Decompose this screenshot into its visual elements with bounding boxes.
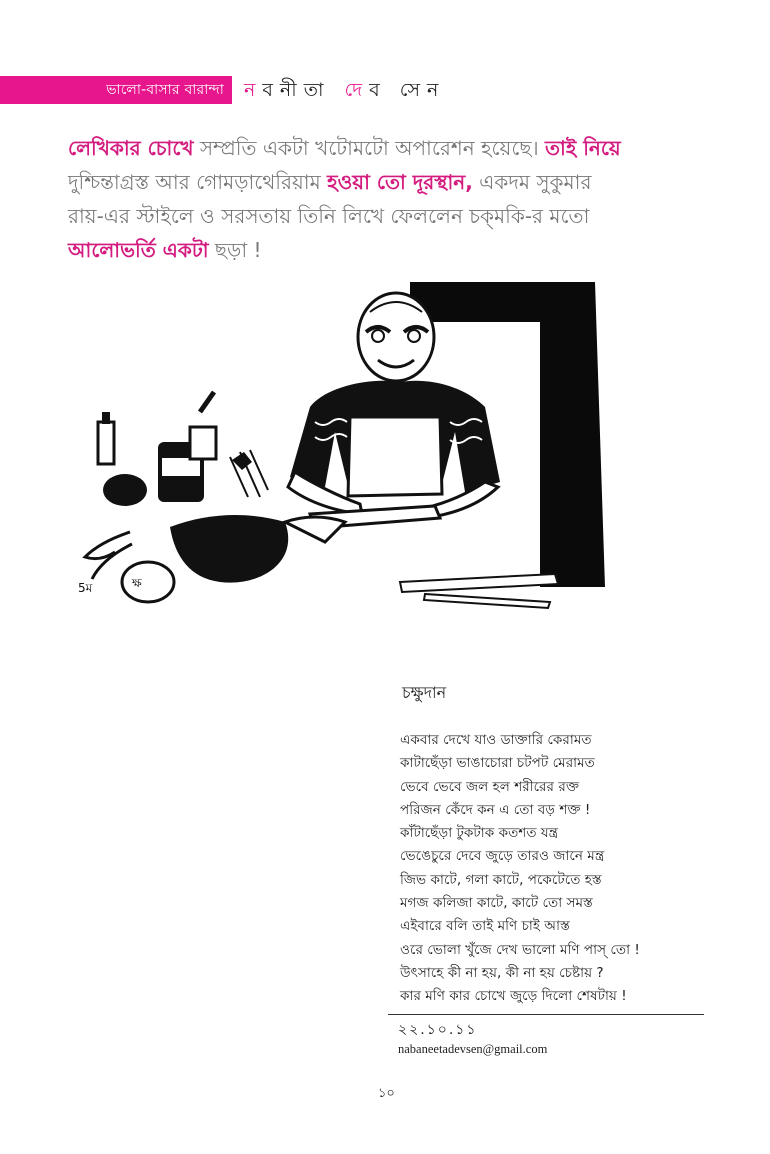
author-name xyxy=(244,76,445,108)
poem-line: একবার দেখে যাও ডাক্তারি কেরামত xyxy=(400,732,592,748)
intro-highlight-1: লেখিকার চোখে xyxy=(68,136,194,160)
poem-line: ভেবে ভেবে জল হল শরীরের রক্ত xyxy=(400,778,580,795)
poem-line: ভেঙেচুরে দেবে জুড়ে তারও জানে মন্ত্র xyxy=(400,848,605,865)
author-initial: ন xyxy=(244,79,263,101)
intro-highlight-2: তাই নিয়ে xyxy=(545,136,621,160)
poem-line: উৎসাহে কী না হয়, কী না হয় চেষ্টায় ? xyxy=(400,964,604,981)
poem-date: ২২.১০.১১ xyxy=(398,1022,478,1038)
cartoon-illustration xyxy=(70,282,630,612)
poem-line: জিভ কাটে, গলা কাটে, পকেটেতে হস্ত xyxy=(400,871,602,888)
intro-highlight-4: আলোভর্তি একটা xyxy=(68,238,209,262)
author-initial-2: দে xyxy=(344,79,370,101)
author-email: nabaneetadevsen@gmail.com xyxy=(398,1042,548,1056)
poem-line: কার মণি কার চোখে জুড়ে দিলো শেষটায় ! xyxy=(400,988,627,1005)
intro-text-4: ছড়া ! xyxy=(208,238,262,262)
artist-signature: 5ম xyxy=(78,581,93,595)
intro-text-3: একদম সুকুমার রায়-এর স্টাইলে ও সরসতায় তিনি লিখে ফেললেন চক্‌মকি-র মতো xyxy=(68,170,592,228)
section-label: ভালো-বাসার বারান্দা xyxy=(106,82,224,98)
author-name-part1: বনীতা xyxy=(262,79,331,101)
poem-line: পরিজন কেঁদে কন এ তো বড় শক্ত ! xyxy=(400,801,591,818)
poem-line: কাটাছেঁড়া ভাঙাচোরা চটপট মেরামত xyxy=(400,755,595,772)
poem-line: কাঁটাছেঁড়া টুকটাক কতশত যন্ত্র xyxy=(400,825,559,842)
poem-line: ওরে ভোলা খুঁজে দেখ ভালো মণি পাস্ তো ! xyxy=(400,941,640,958)
intro-paragraph xyxy=(68,131,628,267)
poem xyxy=(400,680,710,1009)
svg-text:ক্ষ: ক্ষ xyxy=(132,576,142,590)
author-name-part2: ব সেন xyxy=(369,79,446,101)
intro-highlight-3: হওয়া তো দূরস্থান, xyxy=(327,170,473,194)
poem-title: চক্ষুদান xyxy=(402,683,447,702)
poem-line: মগজ কলিজা কাটে, কাটে তো সমস্ত xyxy=(400,895,593,912)
page-number: ১০ xyxy=(378,1086,395,1101)
intro-text-1: সম্প্রতি একটা খটোমটো অপারেশন হয়েছে। xyxy=(193,136,546,160)
intro-text-2: দুশ্চিন্তাগ্রস্ত আর গোমড়াথেরিয়াম xyxy=(68,170,328,194)
poem-divider xyxy=(388,1014,704,1015)
poem-line: এইবারে বলি তাই মণি চাই আস্ত xyxy=(400,918,570,935)
section-tab xyxy=(0,76,232,104)
poem-lines xyxy=(400,729,710,1009)
